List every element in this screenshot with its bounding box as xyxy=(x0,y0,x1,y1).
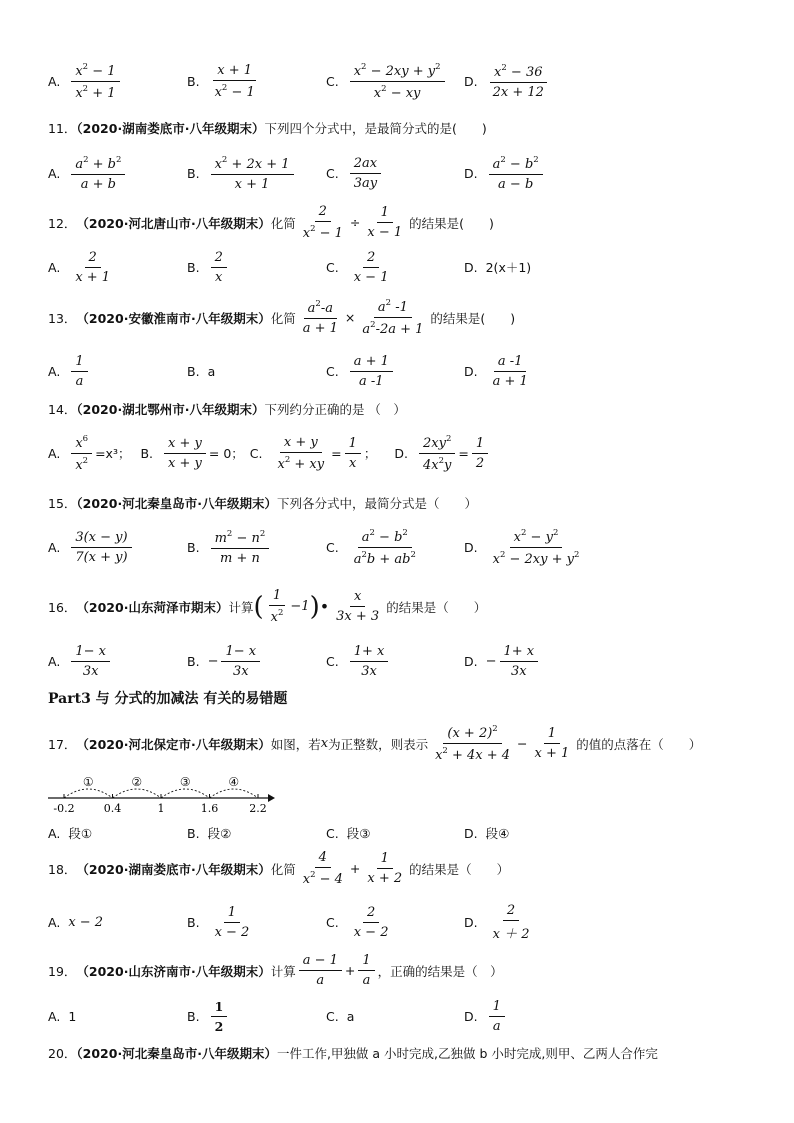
q17-option-d[interactable]: D. 段④ xyxy=(464,825,510,841)
fraction: $\frac{1}{a}$ xyxy=(489,999,505,1034)
fraction: $\frac{1}{x + 2}$ xyxy=(367,851,403,886)
fraction: $\frac{2ax}{3ay}$ xyxy=(350,156,381,191)
q14-stem: 14．（2020·湖北鄂州市·八年级期末）下列约分正确的是 （ ） xyxy=(48,402,406,417)
q13-option-a[interactable]: A. $\frac{1}{a}$ xyxy=(48,350,91,392)
q16-options xyxy=(48,640,748,682)
q13-source: （2020·安徽淮南市·八年级期末） xyxy=(76,310,271,326)
q17-option-a[interactable]: A. 段① xyxy=(48,825,93,841)
segment-arc xyxy=(64,789,113,798)
q15-source: （2020·河北秦皇岛市·八年级期末） xyxy=(76,496,277,511)
fraction: $\frac{x^2 - 1}{x^2 + 1}$ xyxy=(71,62,119,101)
fraction: $\frac{a -1}{a + 1}$ xyxy=(492,353,528,389)
fraction: $\frac{4}{x^2 - 4}$ xyxy=(302,850,343,887)
q13-option-d[interactable]: D. $\frac{a -1}{a + 1}$ xyxy=(464,350,535,392)
fraction: $\frac{m^2 - n^2}{m + n}$ xyxy=(211,529,270,566)
section-heading: Part3 与 分式的加减法 有关的易错题 xyxy=(48,691,288,707)
fraction: $\frac{x^2 - y^2}{x^2 - 2xy + y^2}$ xyxy=(492,527,580,567)
segment-label: ② xyxy=(131,775,143,789)
fraction: $\frac{1- x}{3x}$ xyxy=(71,644,110,679)
fraction: $\frac{1}{x + 1}$ xyxy=(534,726,570,761)
q14-source: （2020·湖北鄂州市·八年级期末） xyxy=(76,402,265,417)
fraction: $\frac{a - 1}{a}$ xyxy=(299,953,342,988)
q14-option-b[interactable]: B. $\frac{x + y}{x + y}$ = 0； xyxy=(140,435,244,471)
fraction: $\frac{a^2 - b^2}{a - b}$ xyxy=(489,155,543,192)
q14-options xyxy=(48,432,491,474)
fraction: $\frac{2}{x^2 - 1}$ xyxy=(302,204,343,241)
q15-option-c[interactable]: C. $\frac{a^2 - b^2}{a^2b + ab^2}$ xyxy=(326,526,423,568)
q11-source: （2020·湖南娄底市·八年级期末） xyxy=(76,121,265,136)
number-line-figure xyxy=(44,770,284,818)
q15-option-d[interactable]: D. $\frac{x^2 - y^2}{x^2 - 2xy + y^2}$ xyxy=(464,526,586,568)
fraction: $\frac{x^6}{x^2}$ xyxy=(71,434,92,473)
q10-options xyxy=(48,60,748,102)
fraction: $\frac{2}{x}$ xyxy=(211,250,227,285)
tick-label: 0.4 xyxy=(103,802,122,815)
tick-label: -0.2 xyxy=(53,802,75,815)
tick-label: 1.6 xyxy=(200,802,219,815)
segment-label: ③ xyxy=(179,775,191,789)
q18-option-c[interactable]: C. $\frac{2}{x - 2}$ xyxy=(326,901,395,943)
q12-options xyxy=(48,246,748,288)
tick-label: 2.2 xyxy=(249,802,267,815)
fraction: $\frac{1+ x}{3x}$ xyxy=(350,644,389,679)
fraction: $\frac{x + 1}{x^2 - 1}$ xyxy=(214,62,255,100)
fraction: $\frac{(x + 2)^2}{x^2 + 4x + 4}$ xyxy=(435,724,511,763)
q17-source: （2020·河北保定市·八年级期末） xyxy=(76,736,271,752)
q12-source: （2020·河北唐山市·八年级期末） xyxy=(76,215,271,231)
q11-option-c[interactable]: C. $\frac{2ax}{3ay}$ xyxy=(326,152,384,194)
q13-option-b[interactable]: B. a xyxy=(187,363,216,379)
q12-option-c[interactable]: C. $\frac{2}{x - 1}$ xyxy=(326,246,395,288)
q13-option-c[interactable]: C. $\frac{a + 1}{a -1}$ xyxy=(326,350,396,392)
q15-option-b[interactable]: B. $\frac{m^2 - n^2}{m + n}$ xyxy=(187,526,272,568)
fraction: $\frac{1+ x}{3x}$ xyxy=(500,644,539,679)
segment-arc xyxy=(210,789,259,798)
segment-arc xyxy=(161,789,210,798)
q17-option-b[interactable]: B. 段② xyxy=(187,825,232,841)
q18-source: （2020·湖南娄底市·八年级期末） xyxy=(76,861,271,877)
segment-arc xyxy=(113,789,162,798)
fraction: $\frac{1}{a}$ xyxy=(358,953,374,988)
q20-stem: 20．（2020·河北秦皇岛市·八年级期末）一件工作,甲独做 a 小时完成,乙独做 b 小时完成,则甲、乙两人合作完 xyxy=(48,1046,658,1061)
tick-label: 1 xyxy=(157,802,165,815)
q11-option-b[interactable]: B. $\frac{x^2 + 2x + 1}{x + 1}$ xyxy=(187,152,297,194)
q11-stem: 11．（2020·湖南娄底市·八年级期末）下列四个分式中，是最简分式的是( ) xyxy=(48,121,487,136)
q10-option-b[interactable]: B. $\frac{x + 1}{x^2 - 1}$ xyxy=(187,60,262,102)
segment-label: ④ xyxy=(228,775,240,789)
fraction: $\frac{a^2-a}{a + 1}$ xyxy=(302,299,338,336)
q14-option-d[interactable]: D. $\frac{2xy^2}{4x^2y}$ = $\frac{1}{2}$ xyxy=(394,434,491,473)
q17-option-c[interactable]: C. 段③ xyxy=(326,825,371,841)
fraction: $\frac{x^2 - 36}{2x + 12}$ xyxy=(489,63,548,100)
fraction: $\frac{2}{x - 1}$ xyxy=(353,249,389,285)
q18-options xyxy=(48,901,748,943)
q16-option-d[interactable]: D. − $\frac{1+ x}{3x}$ xyxy=(464,640,541,682)
q12-option-b[interactable]: B. $\frac{2}{x}$ xyxy=(187,246,230,288)
fraction: $\frac{x + y}{x^2 + xy}$ xyxy=(277,434,325,472)
fraction: $\frac{a + 1}{a -1}$ xyxy=(350,354,393,389)
q19-option-b[interactable]: B. $\frac{1}{2}$ xyxy=(187,995,230,1037)
fraction: $\frac{2}{x + 2}$ xyxy=(492,902,530,942)
q10-option-c[interactable]: C. $\frac{x^2 - 2xy + y^2}{x^2 - xy}$ xyxy=(326,60,448,102)
q18-option-b[interactable]: B. $\frac{1}{x - 2}$ xyxy=(187,901,256,943)
fraction: $\frac{1}{2}$ xyxy=(472,436,488,471)
q19-options xyxy=(48,995,748,1037)
q17-options xyxy=(48,812,748,854)
fraction: $\frac{1}{x - 1}$ xyxy=(367,205,403,240)
q19-option-a[interactable]: A. 1 xyxy=(48,1008,77,1024)
arrow-right-icon xyxy=(268,794,275,802)
fraction: $\frac{2}{x - 2}$ xyxy=(353,904,389,940)
fraction: $\frac{3(x - y)}{7(x + y)}$ xyxy=(71,530,131,565)
fraction: $\frac{1}{x^2}$ xyxy=(270,588,284,625)
fraction: $\frac{a^2 - b^2}{a^2b + ab^2}$ xyxy=(353,527,416,567)
fraction: $\frac{1- x}{3x}$ xyxy=(221,644,260,679)
q15-stem: 15．（2020·河北秦皇岛市·八年级期末）下列各分式中，最简分式是（ ） xyxy=(48,496,477,511)
q10-option-a[interactable]: A. $\frac{x^2 - 1}{x^2 + 1}$ xyxy=(48,60,123,102)
q16-option-a[interactable]: A. $\frac{1- x}{3x}$ xyxy=(48,640,113,682)
q19-stem: 19． （2020·山东济南市·八年级期末） 计算 $\frac{a - 1}{a}$ + $\frac{1}{a}$ ，正确的结果是（ ） xyxy=(48,953,503,988)
q20-source: （2020·河北秦皇岛市·八年级期末） xyxy=(76,1046,277,1061)
fraction: $\frac{x}{3x + 3}$ xyxy=(336,589,380,624)
q13-options xyxy=(48,350,748,392)
fraction: $\frac{x^2 - 2xy + y^2}{x^2 - xy}$ xyxy=(350,62,445,101)
fraction: $\frac{a^2 + b^2}{a + b}$ xyxy=(71,155,125,192)
q11-option-a[interactable]: A. $\frac{a^2 + b^2}{a + b}$ xyxy=(48,152,128,194)
q12-option-d[interactable]: D. 2(x＋1) xyxy=(464,259,532,275)
q12-stem: 12． （2020·河北唐山市·八年级期末） 化简 $\frac{2}{x^2 - 1}$ ÷ $\frac{1}{x - 1}$ 的结果是( ) xyxy=(48,204,494,241)
segment-label: ① xyxy=(82,775,94,789)
q18-option-d[interactable]: D. $\frac{2}{x + 2}$ xyxy=(464,901,536,943)
q12-option-a[interactable]: A. $\frac{2}{x + 1}$ xyxy=(48,246,117,288)
q16-stem: 16． （2020·山东菏泽市期末） 计算 ( $\frac{1}{x^2}$ −1 ) • $\frac{x}{3x + 3}$ 的结果是（ ） xyxy=(48,588,487,625)
q16-option-c[interactable]: C. $\frac{1+ x}{3x}$ xyxy=(326,640,391,682)
fraction: $\frac{1}{x - 2}$ xyxy=(214,904,250,940)
fraction: $\frac{x + y}{x + y}$ xyxy=(164,436,206,471)
q19-option-d[interactable]: D. $\frac{1}{a}$ xyxy=(464,995,508,1037)
fraction: $\frac{2}{x + 1}$ xyxy=(75,249,111,285)
fraction: $\frac{a^2 -1}{a^2-2a + 1}$ xyxy=(362,298,424,337)
q15-option-a[interactable]: A. $\frac{3(x - y)}{7(x + y)}$ xyxy=(48,526,135,568)
q11-options xyxy=(48,152,748,194)
fraction: $\frac{1}{x}$ xyxy=(345,436,361,471)
fraction: $\frac{1}{2}$ xyxy=(211,999,228,1034)
segment-labels xyxy=(83,775,239,789)
q18-stem: 18． （2020·湖南娄底市·八年级期末） 化简 $\frac{4}{x^2 - 4}$ + $\frac{1}{x + 2}$ 的结果是（ ） xyxy=(48,850,510,887)
fraction: $\frac{x^2 + 2x + 1}{x + 1}$ xyxy=(211,155,294,192)
q13-stem: 13． （2020·安徽淮南市·八年级期末） 化简 $\frac{a^2-a}{a + 1}$ × $\frac{a^2 -1}{a^2-2a + 1}$ 的结果是( ) xyxy=(48,298,516,337)
q14-option-a[interactable]: A. $\frac{x^6}{x^2}$ =x³； xyxy=(48,433,131,473)
q14-option-c[interactable]: C. $\frac{x + y}{x^2 + xy}$ = $\frac{1}{x}$ ； xyxy=(249,434,377,472)
q16-option-b[interactable]: B. − $\frac{1- x}{3x}$ xyxy=(187,640,263,682)
q19-source: （2020·山东济南市·八年级期末） xyxy=(76,963,271,979)
q11-option-d[interactable]: D. $\frac{a^2 - b^2}{a - b}$ xyxy=(464,152,546,194)
fraction: $\frac{2xy^2}{4x^2y}$ xyxy=(419,434,455,473)
fraction: $\frac{1}{a}$ xyxy=(71,354,87,389)
q17-stem: 17． （2020·河北保定市·八年级期末） 如图，若 x 为正整数，则表示 $\frac{(x + 2)^2}{x^2 + 4x + 4}$ − $\frac{1}{x + 1}$ 的值的点落在（ ） xyxy=(48,724,702,763)
q15-options xyxy=(48,526,748,568)
q10-option-d[interactable]: D. $\frac{x^2 - 36}{2x + 12}$ xyxy=(464,60,551,102)
q18-option-a[interactable]: A. x − 2 xyxy=(48,914,104,930)
q16-source: （2020·山东菏泽市期末） xyxy=(76,599,229,615)
q19-option-c[interactable]: C. a xyxy=(326,1008,355,1024)
